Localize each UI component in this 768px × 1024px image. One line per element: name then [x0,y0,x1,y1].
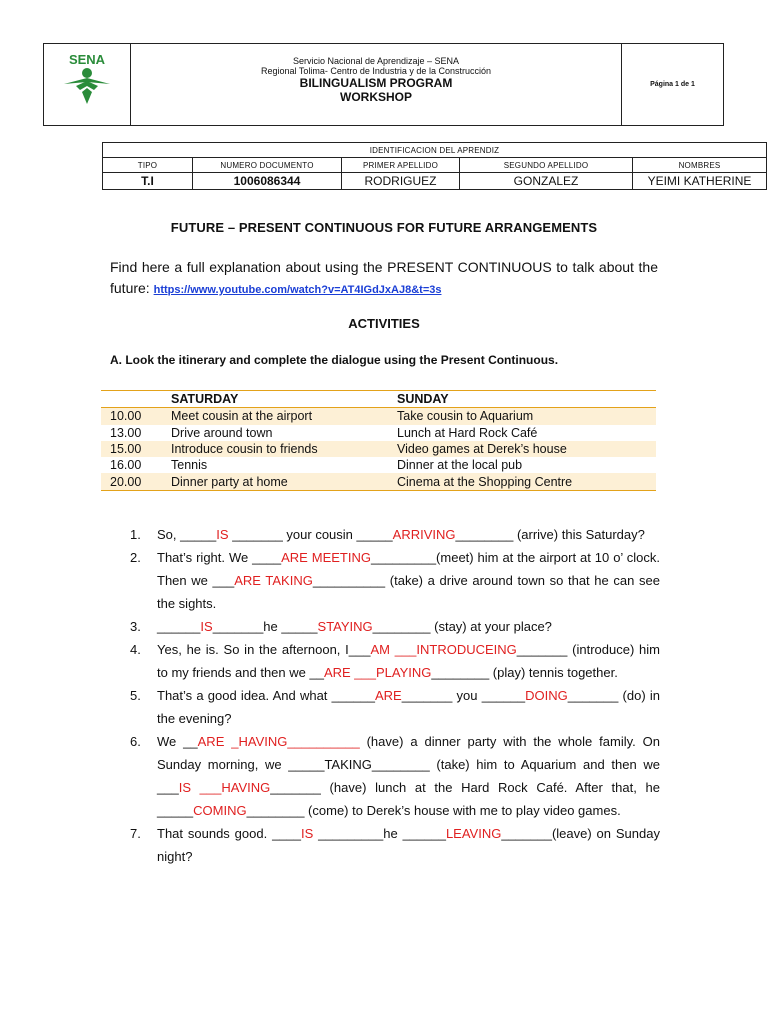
program-title: BILINGUALISM PROGRAM [299,76,453,90]
row-saturday: Meet cousin at the airport [171,409,313,424]
prompt-text: _______ your cousin _____ [228,527,393,542]
answer-text: ARE _HAVING__________ [197,734,360,749]
activities-heading: ACTIVITIES [348,316,420,331]
item-number: 1. [130,527,141,542]
document-header [43,43,724,126]
answer-text: IS [216,527,229,542]
header-sunday: SUNDAY [397,392,449,407]
value-nombres: YEIMI KATHERINE [633,173,767,190]
item-text [157,546,660,615]
answer-text: COMING [193,803,247,818]
row-sunday: Take cousin to Aquarium [397,409,534,424]
regional-center: Regional Tolima- Centro de Industria y de la Construcción [261,66,491,76]
logo-cell [44,44,131,125]
item-number: 6. [130,734,141,749]
prompt-text: _______ (have) lunch at the Hard Rock Café. After that, he _____ [157,780,660,818]
value-segundo-apellido: GONZALEZ [460,173,633,190]
answer-text: AM ___INTRODUCEING [370,642,517,657]
prompt-text: _______ you ______ [401,688,526,703]
row-time: 20.00 [110,474,142,489]
answer-text: IS [301,826,314,841]
row-saturday: Introduce cousin to friends [171,442,318,457]
prompt-text: _________(meet) him at the airport at 10 o’ clock. Then we ___ [157,550,660,588]
item-text [157,638,660,684]
prompt-text: __________ (take) a drive around town so that he can see the sights. [157,573,660,611]
dialogue-item [130,615,660,638]
student-id-table [102,142,767,190]
row-time: 13.00 [110,425,142,440]
dialogue-item [130,730,660,822]
row-saturday: Drive around town [171,425,273,440]
itinerary-row [101,408,656,424]
item-number: 5. [130,688,141,703]
row-saturday: Dinner party at home [171,474,288,489]
youtube-link[interactable]: https://www.youtube.com/watch?v=AT4IGdJxAJ8&t=3s [153,284,442,296]
itinerary-row [101,441,656,457]
prompt-text: _______ (introduce) him to my friends and then we __ [157,642,660,680]
row-saturday: Tennis [171,458,208,473]
answer-text: ARE TAKING [234,573,313,588]
col-tipo: TIPO [103,158,193,173]
row-time: 16.00 [110,458,142,473]
row-time: 15.00 [110,442,142,457]
col-numero-documento: NUMERO DOCUMENTO [193,158,342,173]
value-tipo: T.I [103,173,193,190]
answer-text: ARE [375,688,402,703]
item-text [157,684,660,730]
prompt-text: Yes, he is. So in the afternoon, I___ [157,642,371,657]
dialogue-item [130,546,660,615]
intro-text: Find here a full explanation about using the PRESENT CONTINUOUS to talk about the future: [110,259,658,296]
institution-name: Servicio Nacional de Aprendizaje – SENA [292,56,460,66]
col-segundo-apellido: SEGUNDO APELLIDO [460,158,633,173]
answer-text: STAYING [317,619,373,634]
col-nombres: NOMBRES [633,158,767,173]
rule-bottom [101,490,656,491]
header-center [131,44,621,125]
workshop-title: WORKSHOP [340,90,412,104]
dialogue-list [130,523,660,868]
answer-text: IS ___HAVING [178,780,271,795]
dialogue-item [130,822,660,868]
row-sunday: Video games at Derek’s house [397,442,567,457]
itinerary-header-row [101,391,656,407]
item-text [157,822,660,868]
itinerary-table [101,390,656,491]
header-saturday: SATURDAY [171,392,239,407]
svg-text:SENA: SENA [68,52,106,67]
item-text [157,523,660,546]
answer-text: ARE ___PLAYING [323,665,432,680]
page-number: Página 1 de 1 [621,44,723,125]
prompt-text: That sounds good. ____ [157,826,301,841]
value-primer-apellido: RODRIGUEZ [342,173,460,190]
item-number: 7. [130,826,141,841]
item-text [157,730,660,822]
prompt-text: _______he _____ [212,619,318,634]
prompt-text: That’s a good idea. And what ______ [157,688,375,703]
itinerary-row [101,425,656,441]
row-time: 10.00 [110,409,142,424]
answer-text: DOING [525,688,568,703]
row-sunday: Cinema at the Shopping Centre [397,474,573,489]
prompt-text: ________ (arrive) this Saturday? [455,527,645,542]
prompt-text: That’s right. We ____ [157,550,282,565]
sena-logo-icon [54,50,120,106]
itinerary-row [101,473,656,489]
col-primer-apellido: PRIMER APELLIDO [342,158,460,173]
dialogue-item [130,684,660,730]
prompt-text: ______ [157,619,201,634]
intro-paragraph [110,257,658,301]
answer-text: IS [200,619,213,634]
prompt-text: We __ [157,734,198,749]
item-number: 3. [130,619,141,634]
itinerary-row [101,457,656,473]
answer-text: LEAVING [445,826,502,841]
value-numero-documento: 1006086344 [193,173,342,190]
answer-text: ARE MEETING [281,550,371,565]
dialogue-item [130,638,660,684]
row-sunday: Dinner at the local pub [397,458,523,473]
prompt-text: So, _____ [157,527,217,542]
prompt-text: ________ (come) to Derek’s house with me to play video games. [246,803,621,818]
prompt-text: _________he ______ [313,826,446,841]
prompt-text: (have) a dinner party with the whole family. On Sunday morning, we _____TAKING________ (take) him to Aquarium and then we ___ [157,734,661,795]
prompt-text: _______ (do) in the evening? [157,688,660,726]
row-sunday: Lunch at Hard Rock Café [397,425,538,440]
answer-text: ARRIVING [392,527,456,542]
item-text [157,615,660,638]
prompt-text: _______(leave) on Sunday night? [157,826,660,864]
prompt-text: ________ (stay) at your place? [372,619,552,634]
dialogue-item [130,523,660,546]
page-title: FUTURE – PRESENT CONTINUOUS FOR FUTURE ARRANGEMENTS [170,220,598,235]
item-number: 2. [130,550,141,565]
item-number: 4. [130,642,141,657]
prompt-text: ________ (play) tennis together. [431,665,618,680]
instruction-text: A. Look the itinerary and complete the dialogue using the Present Continuous. [110,353,559,367]
id-table-caption: IDENTIFICACION DEL APRENDIZ [103,143,767,158]
